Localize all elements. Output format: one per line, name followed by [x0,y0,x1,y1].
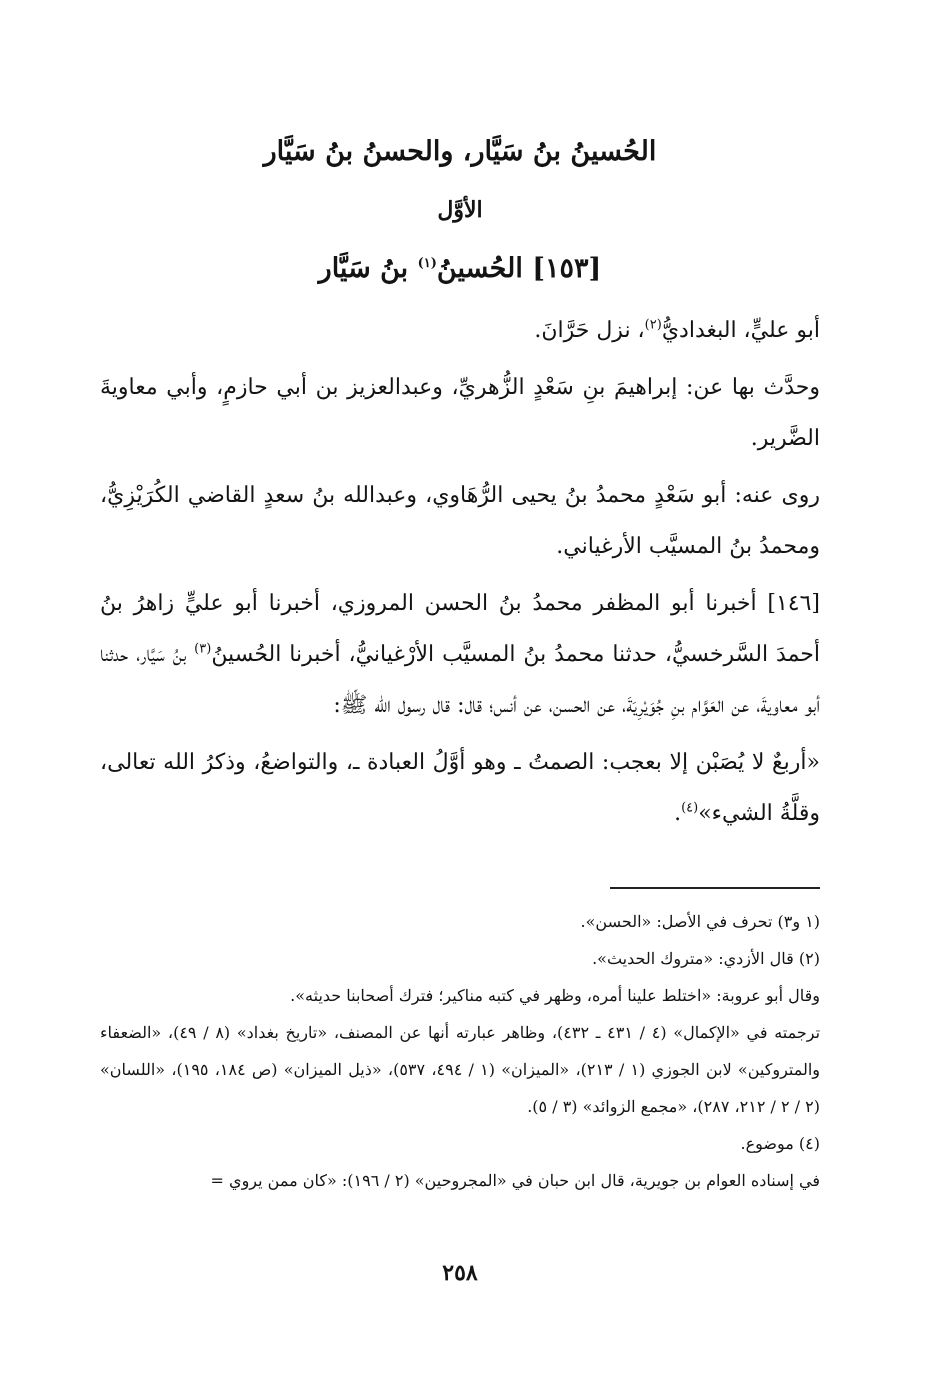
footnote: (٢) قال الأزدي: «متروك الحديث». [592,949,820,968]
footnote-reference: (١) [417,256,437,271]
footnote: في إسناده العوام بن جويرية، قال ابن حبان في «المجروحين» (٢ / ١٩٦): «كان ممن يروي = [210,1171,820,1190]
footnote-reference: (٢) [644,317,662,333]
footnote-reference: (٤) [681,800,699,816]
text-segment: أبو عليٍّ، البغداديُّ [661,318,820,343]
footnote: وقال أبو عروبة: «اختلط علينا أمره، وظهر في كتبه مناكير؛ فترك أصحابنا حديثه». [290,986,820,1005]
paragraph-hadith [100,737,820,839]
footnote: ترجمته في «الإكمال» (٤ / ٤٣١ ـ ٤٣٢)، وظاهر عبارته أنها عن المصنف، «تاريخ بغداد» (٨ / ٤٩)، «الضعفاء والمتروكين» لابن الجوزي (١ / ٢١٣)، «الميزان» (١ / ٤٩٤، ٥٣٧)، «ذيل الميزان» (ص ١٨٤، ١٩٥)، «اللسان» (٢ / ٢ / ٢١٢، ٢٨٧)، «مجمع الزوائد» (٣ / ٥). [100,1023,821,1116]
text-segment: «أربعٌ لا يُصَبْن إلا بعجب: الصمتُ ـ وهو أوَّلُ العبادة ـ، والتواضعُ، وذكرُ الله تعالى، وقلَّةُ الشيء» [100,750,820,826]
text-segment: بنُ سَيَّار، حدثنا أبو معاويةَ، عن العَوَّام بنِ جُوَيْرِيَةَ، عن الحسن، عن أنس؛ قال: قال رسول الله ﷺ: [100,642,820,718]
footnote-divider [610,887,820,889]
text-segment: . [674,801,682,826]
text-segment: [١٤٦] أخبرنا أبو المظفر محمدُ بنُ الحسن المروزي، أخبرنا أبو عليٍّ زاهرُ بنُ أحمدَ السَّرخسيُّ، حدثنا محمدُ بنُ المسيَّب الأرْغيانيُّ، أخبرنا الحُسينُ [100,591,821,667]
book-page [100,0,820,1378]
footnote-reference: (٣) [194,641,212,657]
paragraph-narrated-from: وحدَّث بها عن: إبراهيمَ بنِ سَعْدٍ الزُّهريِّ، وعبدالعزيز بن أبي حازمٍ، وأبي معاويةَ الضَّرير. [100,375,820,451]
entry-heading [100,246,820,292]
entry-name-rest: بنُ سَيَّار [318,253,409,284]
paragraph-kunya [100,305,820,356]
footnote: (١ و٣) تحرف في الأصل: «الحسن». [580,912,820,931]
footnote: (٤) موضوع. [740,1134,820,1153]
paragraph-narrated-by: روى عنه: أبو سَعْدٍ محمدُ بنُ يحيى الرُّهَاوي، وعبدالله بنُ سعدٍ القاضي الكُرَيْزِيُّ، ومحمدُ بنُ المسيَّب الأرغياني. [100,483,820,559]
page-title: الحُسينُ بنُ سَيَّار، والحسنُ بنُ سَيَّار [263,136,657,167]
entry-number: [١٥٣] [532,253,602,284]
body-text [100,305,820,845]
paragraph-isnad [100,578,820,731]
footnotes [100,903,820,1199]
entry-name: الحُسينُ [436,253,523,284]
page-number: ٢٥٨ [442,1260,478,1286]
section-subtitle: الأوَّل [437,197,483,223]
text-segment: ، نزل حَرَّانَ. [534,318,645,343]
